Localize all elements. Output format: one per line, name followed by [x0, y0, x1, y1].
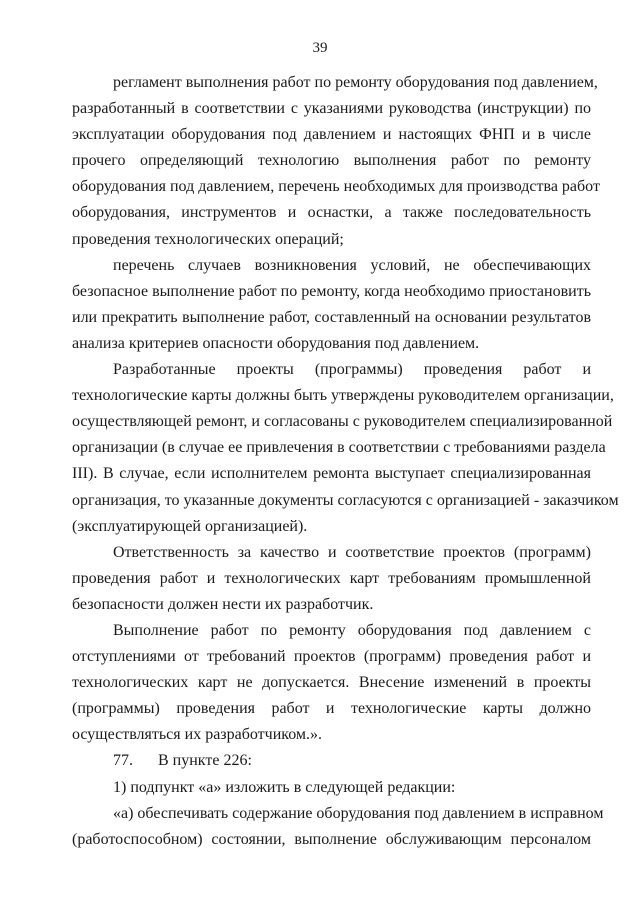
text-line: анализа критериев опасности оборудования под давлением. — [72, 334, 480, 352]
text-line: перечень случаев возникновения условий, не обеспечивающих — [113, 256, 591, 274]
text-line: (программы) проведения работ и технологические карты должно — [72, 700, 591, 718]
text-line: эксплуатации оборудования под давлением и настоящих ФНП и в числе — [72, 126, 591, 144]
text-line: технологических карт не допускается. Внесение изменений в проекты — [72, 674, 591, 692]
paragraph-unsafe-conditions — [72, 253, 591, 357]
page-number: 39 — [312, 40, 328, 56]
text-line: Выполнение работ по ремонту оборудования под давлением с — [113, 621, 591, 639]
document-body — [72, 70, 619, 853]
text-line: регламент выполнения работ по ремонту оборудования под давлением, — [113, 74, 598, 91]
item-text: В пункте 226: — [158, 752, 252, 770]
text-line: отступлениями от требований проектов (программ) проведения работ и — [72, 648, 591, 666]
paragraph-responsibility — [72, 540, 591, 618]
text-line: осуществляющей ремонт, и согласованы с руководителем специализированной — [72, 413, 613, 431]
text-line: организация, то указанные документы согласуются с организацией - заказчиком — [72, 491, 619, 509]
text-line: III). В случае, если исполнителем ремонта выступает специализированная — [72, 465, 591, 483]
text-line: (эксплуатирующей организацией). — [72, 517, 308, 535]
text-line: (работоспособном) состоянии, выполнение обслуживающим персоналом — [72, 830, 591, 848]
text-line: технологические карты должны быть утверждены руководителем организации, — [72, 387, 614, 405]
paragraph-repair-regulation — [72, 70, 600, 253]
subpoint-line: 1) подпункт «а» изложить в следующей редакции: — [113, 778, 456, 796]
text-line: Ответственность за качество и соответствие проектов (программ) — [113, 543, 591, 561]
text-line: Разработанные проекты (программы) проведения работ и — [113, 361, 591, 379]
text-line: безопасное выполнение работ по ремонту, когда необходимо приостановить — [72, 282, 591, 300]
paragraph-deviations — [72, 618, 591, 748]
text-line: прочего определяющий технологию выполнения работ по ремонту — [72, 152, 591, 170]
paragraph-final — [72, 801, 604, 853]
text-line: осуществляться их разработчиком.». — [72, 726, 323, 744]
paragraph-approval — [72, 357, 619, 540]
text-line: или прекратить выполнение работ, составленный на основании результатов — [72, 308, 591, 326]
item-number: 77. — [113, 752, 133, 770]
text-line: оборудования, инструментов и оснастки, а также последовательность — [72, 204, 591, 222]
text-line: безопасности должен нести их разработчик. — [72, 595, 374, 613]
text-line: проведения технологических операций; — [72, 230, 344, 248]
text-line: разработанный в соответствии с указаниями руководства (инструкции) по — [72, 100, 591, 118]
text-line: организации (в случае ее привлечения в соответствии с требованиями раздела — [72, 439, 606, 457]
text-line: проведения работ и технологических карт требованиям промышленной — [72, 569, 591, 587]
item-77 — [72, 748, 591, 774]
text-line: оборудования под давлением, перечень необходимых для производства работ — [72, 178, 600, 196]
text-line: «а) обеспечивать содержание оборудования под давлением в исправном — [113, 804, 604, 822]
